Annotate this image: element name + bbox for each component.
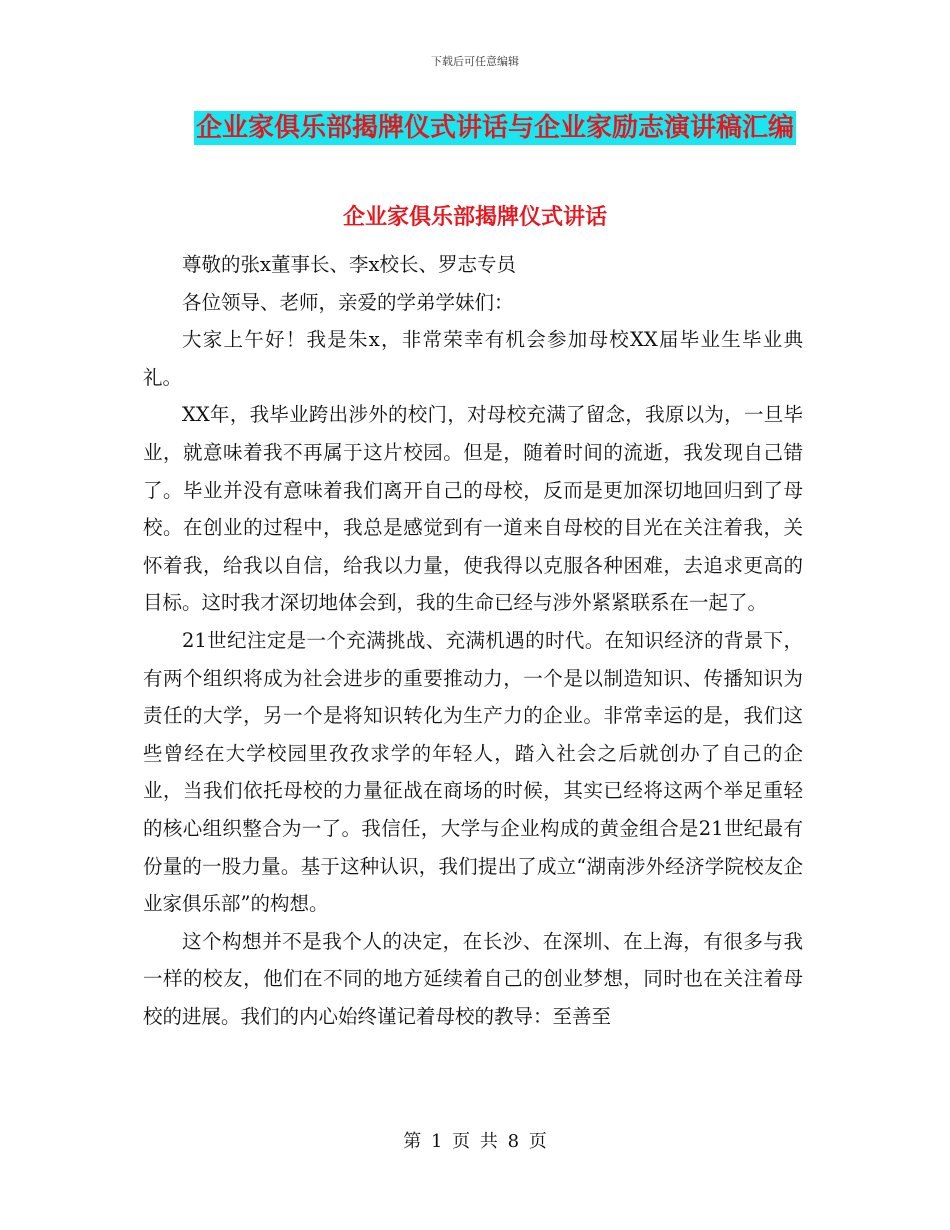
paragraph-salutation-1: 尊敬的张x董事长、李x校长、罗志专员 xyxy=(182,253,516,276)
paragraph-salutation-2: 各位领导、老师，亲爱的学弟学妹们： xyxy=(182,290,514,314)
document-title: 企业家俱乐部揭牌仪式讲话与企业家励志演讲稿汇编 xyxy=(196,113,795,143)
section-title: 企业家俱乐部揭牌仪式讲话 xyxy=(342,205,607,230)
page-footer: 第 1 页 共 8 页 xyxy=(403,1131,547,1152)
paragraph: 这个构想并不是我个人的决定，在长沙、在深圳、在上海，有很多与我一样的校友，他们在不同的地方延续着自己的创业梦想，同时也在关注着母校的进展。我们的内心始终谨记着母校的教导：至善至 xyxy=(143,929,803,1028)
body-text xyxy=(143,246,803,1035)
header-note: 下载后可任意编辑 xyxy=(431,55,519,68)
paragraph-greeting: 大家上午好！我是朱x，非常荣幸有机会参加母校XX届毕业生毕业典礼。 xyxy=(143,328,803,389)
paragraph: XX年，我毕业跨出涉外的校门，对母校充满了留念，我原以为，一旦毕业，就意味着我不再属于这片校园。但是，随着时间的流逝，我发现自己错了。毕业并没有意味着我们离开自己的母校，反而是更加深切地回归到了母校。在创业的过程中，我总是感觉到有一道来自母校的目光在关注着我，关怀着我，给我以自信，给我以力量，使我得以克服各种困难，去追求更高的目标。这时我才深切地体会到，我的生命已经与涉外紧紧联系在一起了。 xyxy=(143,403,803,615)
paragraph: 21世纪注定是一个充满挑战、充满机遇的时代。在知识经济的背景下，有两个组织将成为社会进步的重要推动力，一个是以制造知识、传播知识为责任的大学，另一个是将知识转化为生产力的企业。非常幸运的是，我们这些曾经在大学校园里孜孜求学的年轻人，踏入社会之后就创办了自己的企业，当我们依托母校的力量征战在商场的时候，其实已经将这两个举足重轻的核心组织整合为一了。我信任，大学与企业构成的黄金组合是21世纪最有份量的一股力量。基于这种认识，我们提出了成立“湖南涉外经济学院校友企业家俱乐部”的构想。 xyxy=(143,628,803,916)
